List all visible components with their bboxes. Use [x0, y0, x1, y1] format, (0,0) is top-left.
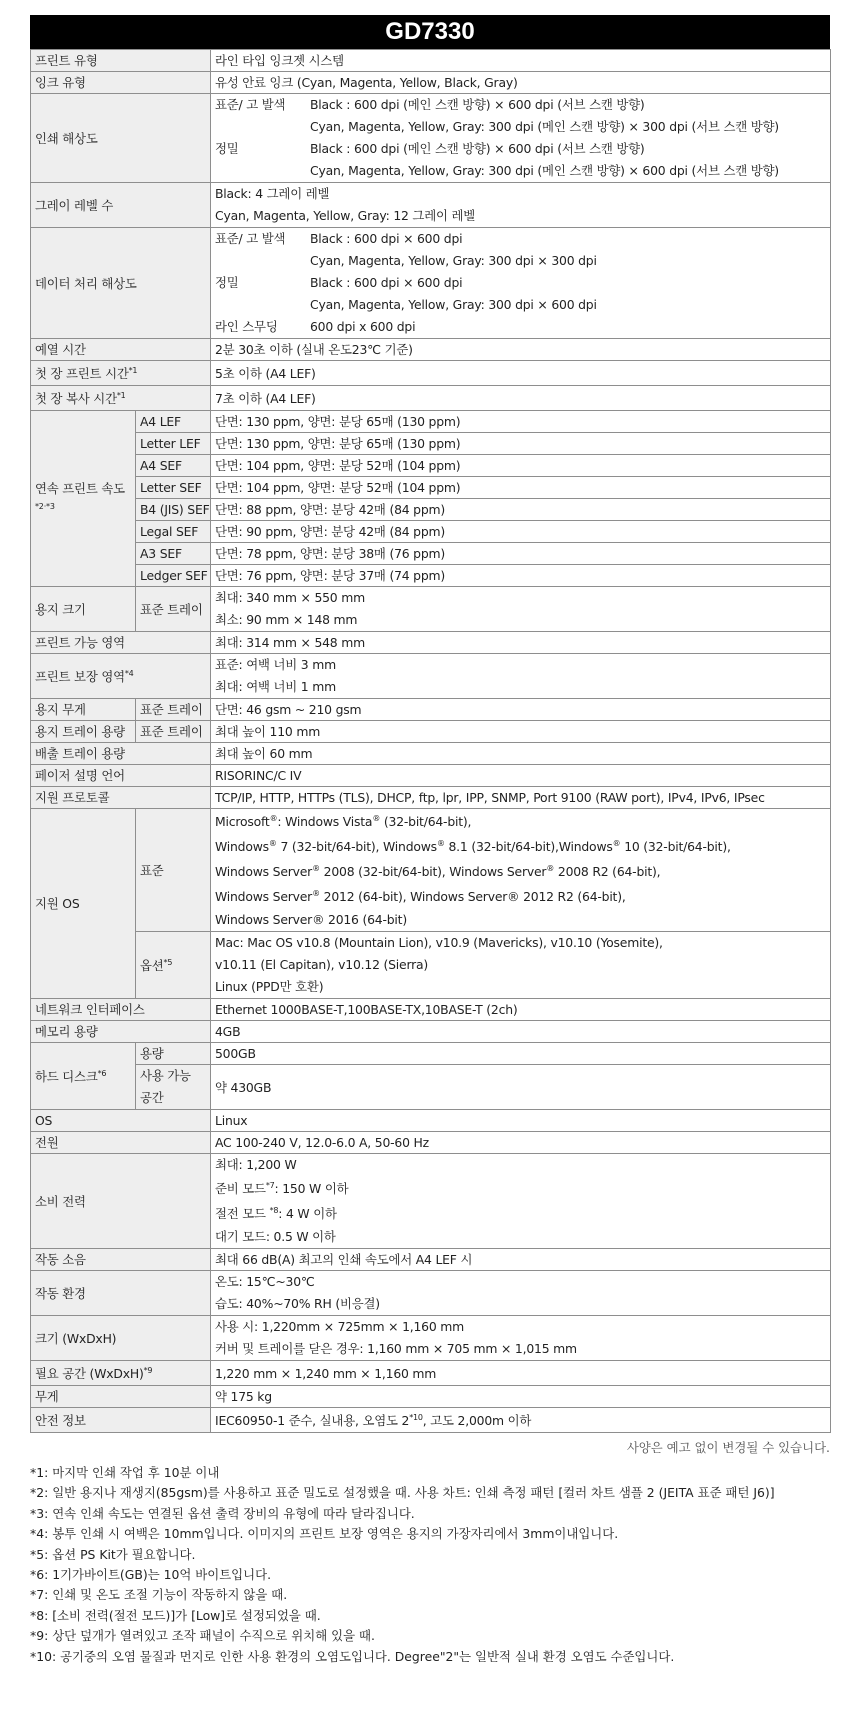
value: AC 100-240 V, 12.0-6.0 A, 50-60 Hz: [211, 1132, 831, 1154]
reg-mark: ®: [312, 863, 320, 873]
mode-value: Black : 600 dpi (메인 스캔 방향) × 600 dpi (서브 스캔 방향): [310, 141, 645, 156]
line: 사용 시: 1,220mm × 725mm × 1,160 mm: [215, 1319, 465, 1334]
speed-value: 단면: 78 ppm, 양면: 분당 38매 (76 ppm): [211, 543, 831, 565]
footnote-ref: *5: [163, 957, 173, 967]
label: 용지 크기: [31, 587, 136, 632]
row-warmup: [31, 339, 831, 361]
value: 최대 높이 110 mm: [211, 721, 831, 743]
sub-label: 표준: [136, 809, 211, 932]
label: 작동 환경: [31, 1271, 211, 1316]
footnote: *2: 일반 용지나 재생지(85gsm)를 사용하고 표준 밀도로 설정했을 때. 사용 차트: 인쇄 측정 패턴 [컬러 차트 샘플 2 (JEITA 표준 패턴 J6)]: [30, 1485, 775, 1501]
os-text: 7 (32-bit/64-bit), Windows: [276, 839, 437, 854]
spec-change-notice: 사양은 예고 없이 변경될 수 있습니다.: [626, 1440, 830, 1455]
os-text: 2012 (64-bit), Windows Server® 2012 R2 (64-bit),: [319, 889, 626, 904]
row-weight: [31, 1386, 831, 1408]
row-hdd-available: [31, 1065, 831, 1110]
speed-value: 단면: 76 ppm, 양면: 분당 37매 (74 ppm): [211, 565, 831, 587]
reg-mark: ®: [372, 813, 381, 823]
value: [211, 587, 831, 632]
speed-value: 단면: 130 ppm, 양면: 분당 65매 (130 ppm): [211, 411, 831, 433]
row-continuous-speed: [31, 543, 831, 565]
label: 전원: [31, 1132, 211, 1154]
reg-mark: ®: [268, 838, 277, 848]
os-text: Windows: [215, 839, 269, 854]
footnote-ref: *8: [269, 1205, 279, 1215]
reg-mark: ®: [436, 838, 445, 848]
os-text: 2008 (32-bit/64-bit), Windows Server: [319, 864, 547, 879]
line-text: : 150 W 이하: [274, 1181, 349, 1196]
label: 소비 전력: [31, 1154, 211, 1249]
value: 라인 타입 잉크젯 시스템: [211, 50, 831, 72]
label: 안전 정보: [31, 1408, 211, 1433]
label: 작동 소음: [31, 1249, 211, 1271]
reg-mark: ®: [312, 888, 320, 898]
line: 최대: 여백 너비 1 mm: [215, 679, 336, 694]
footnote-ref: *4: [124, 668, 134, 678]
os-text: Windows Server: [215, 889, 313, 904]
mode-label: 정밀: [215, 141, 239, 156]
value: [211, 228, 831, 339]
reg-mark: ®: [546, 863, 555, 873]
value: [211, 654, 831, 699]
row-protocols: [31, 787, 831, 809]
label: 프린트 유형: [31, 50, 211, 72]
mode-label: 표준/ 고 발색: [215, 97, 286, 112]
sub-label: [136, 932, 211, 999]
footnotes: [30, 1463, 830, 1667]
row-continuous-speed: [31, 477, 831, 499]
row-gray-levels: [31, 183, 831, 228]
os-text: Windows Server: [215, 864, 313, 879]
label-text: 필요 공간 (WxDxH): [35, 1365, 144, 1381]
mode-label: 정밀: [215, 275, 239, 290]
row-continuous-speed: [31, 565, 831, 587]
label: OS: [31, 1110, 211, 1132]
row-pdl: [31, 765, 831, 787]
row-paper-weight: [31, 699, 831, 721]
value: RISORINC/C IV: [211, 765, 831, 787]
row-hdd-capacity: [31, 1043, 831, 1065]
value-text: IEC60950-1 준수, 실내용, 오염도 2: [215, 1412, 410, 1428]
row-guaranteed-area: [31, 654, 831, 699]
value: 7초 이하 (A4 LEF): [211, 386, 831, 411]
value: [211, 1316, 831, 1361]
paper-size: A4 LEF: [136, 411, 211, 433]
label: 지원 프로토콜: [31, 787, 211, 809]
label-text: 공간: [140, 1090, 164, 1105]
row-first-copy: [31, 386, 831, 411]
label: [31, 1361, 211, 1386]
footnote-ref: *1: [116, 390, 126, 400]
mode-value: Cyan, Magenta, Yellow, Gray: 300 dpi (메인 스캔 방향) × 600 dpi (서브 스캔 방향): [310, 163, 779, 178]
line-text: : 4 W 이하: [278, 1206, 337, 1221]
line: 최소: 90 mm × 148 mm: [215, 612, 358, 627]
paper-size: Letter LEF: [136, 433, 211, 455]
value: 단면: 46 gsm ~ 210 gsm: [211, 699, 831, 721]
speed-value: 단면: 104 ppm, 양면: 분당 52매 (104 ppm): [211, 477, 831, 499]
footnote-ref: *2·*3: [35, 501, 55, 511]
row-continuous-speed: [31, 455, 831, 477]
sub-label: 표준 트레이: [136, 721, 211, 743]
paper-size: Letter SEF: [136, 477, 211, 499]
row-consumption: [31, 1154, 831, 1249]
label: 데이터 처리 해상도: [31, 228, 211, 339]
value: 유성 안료 잉크 (Cyan, Magenta, Yellow, Black, Gray): [211, 72, 831, 94]
paper-size: A3 SEF: [136, 543, 211, 565]
value: [211, 1408, 831, 1433]
label: 인쇄 해상도: [31, 94, 211, 183]
label: [31, 1043, 136, 1110]
row-memory: [31, 1021, 831, 1043]
value: 500GB: [211, 1043, 831, 1065]
row-continuous-speed: [31, 433, 831, 455]
label: [31, 361, 211, 386]
value-text: , 고도 2,000m 이하: [422, 1412, 532, 1428]
footnote: *3: 연속 인쇄 속도는 연결된 옵션 출력 장비의 유형에 따라 달라집니다.: [30, 1505, 415, 1521]
label: 크기 (WxDxH): [31, 1316, 211, 1361]
mode-value: Cyan, Magenta, Yellow, Gray: 300 dpi × 300 dpi: [310, 253, 597, 268]
footnote-ref: *7: [265, 1180, 275, 1190]
label-text: 연속 프린트 속도: [35, 480, 125, 496]
label: [31, 654, 211, 699]
sub-label: 표준 트레이: [136, 587, 211, 632]
label: [31, 411, 136, 587]
paper-size: B4 (JIS) SEF: [136, 499, 211, 521]
line-text: 절전 모드: [215, 1206, 270, 1221]
footnote: *4: 봉투 인쇄 시 여백은 10mm입니다. 이미지의 프린트 보장 영역은 용지의 가장자리에서 3mm이내입니다.: [30, 1526, 619, 1542]
mode-label: 라인 스무딩: [215, 319, 278, 334]
value: 약 175 kg: [211, 1386, 831, 1408]
row-continuous-speed: [31, 411, 831, 433]
line: 대기 모드: 0.5 W 이하: [215, 1229, 336, 1244]
spec-sheet: [30, 15, 830, 1667]
value: [211, 1154, 831, 1249]
sub-label: [136, 1065, 211, 1110]
row-network: [31, 999, 831, 1021]
line: 최대: 340 mm × 550 mm: [215, 590, 365, 605]
label: [31, 386, 211, 411]
row-environment: [31, 1271, 831, 1316]
footnote-ref: *10: [409, 1412, 423, 1422]
value: 2분 30초 이하 (실내 온도23℃ 기준): [211, 339, 831, 361]
sub-label: 표준 트레이: [136, 699, 211, 721]
value: 5초 이하 (A4 LEF): [211, 361, 831, 386]
row-space: [31, 1361, 831, 1386]
footnote: *6: 1기가바이트(GB)는 10억 바이트입니다.: [30, 1566, 272, 1582]
model-title: GD7330: [30, 15, 830, 49]
footnote: *7: 인쇄 및 온도 조절 기능이 작동하지 않을 때.: [30, 1587, 288, 1603]
row-dimensions: [31, 1316, 831, 1361]
row-continuous-speed: [31, 521, 831, 543]
os-text: Windows Server® 2016 (64-bit): [215, 912, 407, 927]
label: 그레이 레벨 수: [31, 183, 211, 228]
row-ink-type: [31, 72, 831, 94]
label: 배출 트레이 용량: [31, 743, 211, 765]
label: 지원 OS: [31, 809, 136, 999]
footnote: *9: 상단 덮개가 열려있고 조작 패널이 수직으로 위치해 있을 때.: [30, 1628, 375, 1644]
label: 프린트 가능 영역: [31, 632, 211, 654]
os-text: 10 (32-bit/64-bit),: [620, 839, 731, 854]
value: [211, 1271, 831, 1316]
label-text: 프린트 보장 영역: [35, 668, 125, 684]
line: 표준: 여백 너비 3 mm: [215, 657, 336, 672]
row-paper-size: [31, 587, 831, 632]
label: 네트워크 인터페이스: [31, 999, 211, 1021]
os-text: Mac: Mac OS v10.8 (Mountain Lion), v10.9 (Mavericks), v10.10 (Yosemite),: [215, 935, 663, 950]
footnote-ref: *9: [143, 1365, 153, 1375]
os-text: v10.11 (El Capitan), v10.12 (Sierra): [215, 957, 429, 972]
mode-value: Cyan, Magenta, Yellow, Gray: 300 dpi × 600 dpi: [310, 297, 597, 312]
footnote-ref: *6: [97, 1068, 107, 1078]
row-data-resolution: [31, 228, 831, 339]
os-text: Microsoft: [215, 814, 270, 829]
label: 용지 트레이 용량: [31, 721, 136, 743]
row-power: [31, 1132, 831, 1154]
value: 최대: 314 mm × 548 mm: [211, 632, 831, 654]
reg-mark: ®: [269, 813, 278, 823]
paper-size: Legal SEF: [136, 521, 211, 543]
label: 무게: [31, 1386, 211, 1408]
label: 예열 시간: [31, 339, 211, 361]
value: 약 430GB: [211, 1065, 831, 1110]
mode-value: Cyan, Magenta, Yellow, Gray: 300 dpi (메인 스캔 방향) × 300 dpi (서브 스캔 방향): [310, 119, 779, 134]
row-tray-capacity: [31, 721, 831, 743]
line: 커버 및 트레이를 닫은 경우: 1,160 mm × 705 mm × 1,015 mm: [215, 1341, 577, 1356]
line: Black: 4 그레이 레벨: [215, 186, 330, 201]
label: 페이저 설명 언어: [31, 765, 211, 787]
mode-value: Black : 600 dpi × 600 dpi: [310, 275, 463, 290]
value: Ethernet 1000BASE-T,100BASE-TX,10BASE-T (2ch): [211, 999, 831, 1021]
os-text: (32-bit/64-bit),: [380, 814, 472, 829]
line: 습도: 40%~70% RH (비응결): [215, 1296, 380, 1311]
mode-value: Black : 600 dpi × 600 dpi: [310, 231, 463, 246]
label: 용지 무게: [31, 699, 136, 721]
label-text: 사용 가능: [140, 1068, 191, 1083]
paper-size: A4 SEF: [136, 455, 211, 477]
label: 메모리 용량: [31, 1021, 211, 1043]
mode-label: 표준/ 고 발색: [215, 231, 286, 246]
value: 최대 66 dB(A) 최고의 인쇄 속도에서 A4 LEF 시: [211, 1249, 831, 1271]
row-os: [31, 1110, 831, 1132]
speed-value: 단면: 104 ppm, 양면: 분당 52매 (104 ppm): [211, 455, 831, 477]
os-text: 2008 R2 (64-bit),: [554, 864, 661, 879]
row-continuous-speed: [31, 499, 831, 521]
value: 최대 높이 60 mm: [211, 743, 831, 765]
value: TCP/IP, HTTP, HTTPs (TLS), DHCP, ftp, lpr, IPP, SNMP, Port 9100 (RAW port), IPv4, IPv6, IPsec: [211, 787, 831, 809]
line: 최대: 1,200 W: [215, 1157, 297, 1172]
mode-value: 600 dpi x 600 dpi: [310, 319, 416, 334]
speed-value: 단면: 130 ppm, 양면: 분당 65매 (130 ppm): [211, 433, 831, 455]
label: 잉크 유형: [31, 72, 211, 94]
os-text: 8.1 (32-bit/64-bit),Windows: [444, 839, 613, 854]
line: 온도: 15℃~30℃: [215, 1274, 315, 1289]
footnote-ref: *1: [128, 365, 138, 375]
value: [211, 183, 831, 228]
row-os-option: [31, 932, 831, 999]
label-text: 옵션: [140, 957, 164, 973]
footnote: *8: [소비 전력(절전 모드)]가 [Low]로 설정되었을 때.: [30, 1607, 321, 1623]
value: [211, 809, 831, 932]
label-text: 첫 장 프린트 시간: [35, 365, 129, 381]
footnote: *10: 공기중의 오염 물질과 먼지로 인한 사용 환경의 오염도입니다. Degree"2"는 일반적 실내 환경 오염도 수준입니다.: [30, 1648, 675, 1664]
value: 1,220 mm × 1,240 mm × 1,160 mm: [211, 1361, 831, 1386]
value: [211, 94, 831, 183]
value: Linux: [211, 1110, 831, 1132]
row-output-capacity: [31, 743, 831, 765]
row-safety: [31, 1408, 831, 1433]
os-text: Linux (PPD만 호환): [215, 979, 324, 994]
mode-value: Black : 600 dpi (메인 스캔 방향) × 600 dpi (서브 스캔 방향): [310, 97, 645, 112]
row-first-print: [31, 361, 831, 386]
paper-size: Ledger SEF: [136, 565, 211, 587]
value: [211, 932, 831, 999]
label-text: 첫 장 복사 시간: [35, 390, 117, 406]
line-text: 준비 모드: [215, 1181, 266, 1196]
footnote: *1: 마지막 인쇄 작업 후 10분 이내: [30, 1465, 220, 1480]
row-print-type: [31, 50, 831, 72]
row-os-standard: [31, 809, 831, 932]
row-printable-area: [31, 632, 831, 654]
row-print-resolution: [31, 94, 831, 183]
speed-value: 단면: 88 ppm, 양면: 분당 42매 (84 ppm): [211, 499, 831, 521]
value: 4GB: [211, 1021, 831, 1043]
line: Cyan, Magenta, Yellow, Gray: 12 그레이 레벨: [215, 208, 476, 223]
label-text: 하드 디스크: [35, 1068, 98, 1084]
sub-label: 용량: [136, 1043, 211, 1065]
row-noise: [31, 1249, 831, 1271]
footnote: *5: 옵션 PS Kit가 필요합니다.: [30, 1546, 196, 1562]
reg-mark: ®: [612, 838, 621, 848]
speed-value: 단면: 90 ppm, 양면: 분당 42매 (84 ppm): [211, 521, 831, 543]
os-text: : Windows Vista: [277, 814, 373, 829]
spec-table: [30, 49, 831, 1433]
